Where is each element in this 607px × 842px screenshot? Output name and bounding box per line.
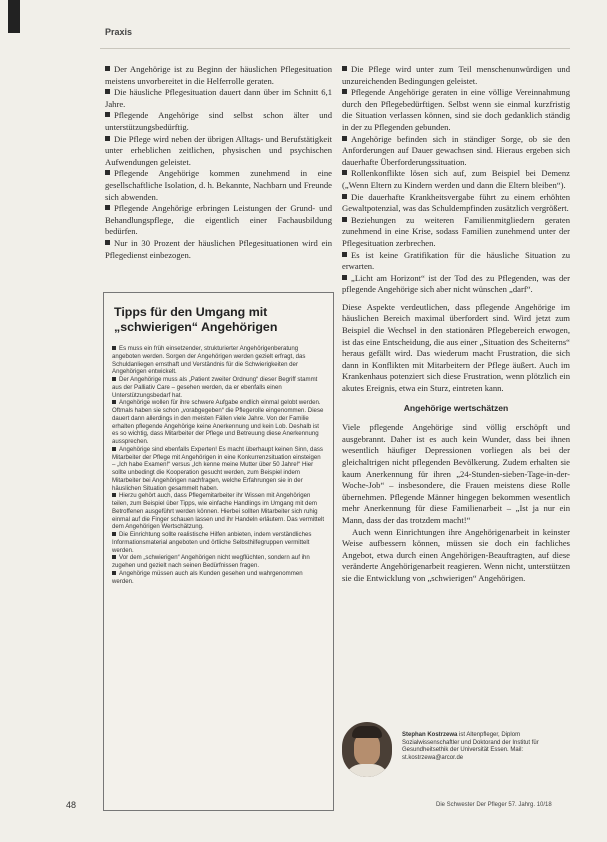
- left-bullet-item: [105, 168, 332, 203]
- bullet-square-icon: [342, 217, 347, 222]
- bullet-text: Pflegende Angehörige sind selbst schon älter und unterstützungsbedürftig.: [105, 110, 332, 132]
- right-bullet-item: [342, 134, 570, 169]
- tip-item: [112, 492, 325, 531]
- bullet-square-icon: [105, 66, 110, 71]
- bullet-square-icon: [112, 400, 116, 404]
- page-number: 48: [66, 800, 77, 810]
- bullet-text: Angehörige müssen auch als Kunden gesehen und wahrgenommen werden.: [112, 569, 303, 585]
- body-paragraph: Viele pflegende Angehörige sind völlig erschöpft und ausgebrannt. Daher ist es auch kein Wunder, dass bei ihnen wesentlich häufiger Depressionen vorliegen als bei der gleichaltrigen nicht pflegenden Bevölkerung. Zudem erhalten sie kaum Anerkennung für ihren „24-Stunden-sieben-Tage-in-der-Woche-Job“ – insbesondere, die Frauen meistens diese Rolle übernehmen. Pflegende Männer hingegen bekommen wesentlich mehr Anerkennung für diese Familienarbeit – „Ist ja nur ein Mann, dass der das trotzdem macht!“: [342, 422, 570, 525]
- bullet-square-icon: [105, 240, 110, 245]
- journal-footer: Die Schwester Der Pfleger 57. Jahrg. 10/18: [436, 802, 552, 808]
- author-photo: [342, 722, 392, 777]
- bullet-square-icon: [105, 112, 110, 117]
- tip-item: [112, 446, 325, 493]
- author-email[interactable]: Mail: st.kostrzewa@arcor.de: [402, 747, 524, 761]
- tip-item: [112, 531, 325, 554]
- left-bullet-item: [105, 238, 332, 261]
- right-bullet-item: [342, 64, 570, 87]
- bullet-square-icon: [342, 194, 347, 199]
- left-bullet-item: [105, 134, 332, 169]
- bullet-text: „Licht am Horizont“ ist der Tod des zu Pflegenden, was der pflegende Angehörige sich aber nicht wünschen „darf“.: [342, 272, 570, 295]
- author-box: [342, 722, 572, 780]
- tip-item: [112, 399, 325, 446]
- right-bullet-item: [342, 192, 570, 215]
- left-bullet-item: [105, 110, 332, 133]
- section-tab-marker: [8, 0, 20, 33]
- right-bullet-item: [342, 168, 570, 191]
- bullet-text: Hierzu gehört auch, dass Pflegemitarbeiter ihr Wissen mit Angehörigen teilen, zum Beispiel über Tipps, wie einfache Handlings im Umgang mit dem Betroffenen ausgeführt werden können. Hierbei sollten Mitarbeiter sich ruhig einmal auf die Finger schauen lassen und ihr Handeln erläutern. Das vermittelt dem Angehörigen Wertschätzung.: [112, 492, 325, 531]
- bullet-text: Die dauerhafte Krankheitsvergabe führt zu einem erhöhten Gewaltpotenzial, was das Schuldempfinden zusätzlich vergrößert.: [342, 191, 570, 214]
- bullet-square-icon: [105, 89, 110, 94]
- right-bullet-item: [342, 250, 570, 273]
- bullet-text: Die Einrichtung sollte realistische Hilfen anbieten, indem verständliches Informationsmaterial angeboten und örtliche Selbsthilfegruppen vermittelt werden.: [112, 531, 312, 554]
- bullet-square-icon: [112, 555, 116, 559]
- bullet-square-icon: [105, 170, 110, 175]
- left-column: [105, 64, 332, 261]
- left-bullet-item: [105, 87, 332, 110]
- bullet-square-icon: [112, 447, 116, 451]
- bullet-square-icon: [112, 377, 116, 381]
- tip-item: [112, 570, 325, 586]
- bullet-square-icon: [342, 66, 347, 71]
- right-column: [342, 64, 570, 585]
- bullet-text: Der Angehörige ist zu Beginn der häuslichen Pflegesituation meistens unvorbereitet in die Helferrolle geraten.: [105, 64, 332, 86]
- author-bio: [402, 732, 572, 762]
- bullet-text: Der Angehörige muss als „Patient zweiter Ordnung“ dieser Begriff stammt aus der Palliativ Care – gesehen werden, da er ebenfalls einen Unterstützungsbedarf hat.: [112, 376, 318, 399]
- tip-item: [112, 345, 325, 376]
- bullet-text: Angehörige sind ebenfalls Experten! Es macht überhaupt keinen Sinn, dass Mitarbeiter der Pflege mit Angehörigen in eine Konkurrenzsituation einsteigen – „Ich habe Examen!“ versus „Ich kenne meine Mutter über 50 Jahre!“ Hier sollte unbedingt die Kooperation gesucht werden, zum Beispiel indem Mitarbeiter bei Angehörigen nachfragen, welche Erfahrungen sie in der häuslichen Situation gesammelt haben.: [112, 445, 323, 492]
- bullet-text: Nur in 30 Prozent der häuslichen Pflegesituationen wird ein Pflegedienst einbezogen.: [105, 237, 332, 260]
- body-paragraph: Diese Aspekte verdeutlichen, dass pflegende Angehörige im häuslichen Bereich maximal überfordert sind. Wird jetzt zum Beispiel die Wechsel in den stationären Pflegebereich erwogen, ist das eine Entscheidung, die aus einer „Situation des Scheiterns“ heraus gefällt wird. Das wiederum macht Frustration, die sich dann in Konflikten mit Mitarbeitern der Pflege äußert. Auch im Krankenhaus potenziert sich diese Frustration, wenn plötzlich ein akutes Ereignis, etwa ein Sturz, eintreten kann.: [342, 301, 570, 394]
- right-bullet-item: [342, 215, 570, 250]
- bullet-square-icon: [342, 170, 347, 175]
- bullet-text: Vor dem „schwierigen“ Angehörigen nicht wegflüchten, sondern auf ihn zugehen und gezielt nach seinen Bedürfnissen fragen.: [112, 554, 310, 569]
- tips-box: [103, 292, 334, 811]
- author-name: Stephan Kostrzewa: [402, 732, 458, 738]
- right-bullet-item: [342, 273, 570, 296]
- tip-item: [112, 376, 325, 399]
- bullet-text: Pflegende Angehörige geraten in eine völlige Vereinnahmung durch den Pflegebedürftigen. Selbst wenn sie einmal kurzfristig die Situation verlassen können, sind sie doch gedanklich ständig in der zu Pflegenden gebunden.: [342, 87, 570, 132]
- tip-item: [112, 554, 325, 570]
- bullet-square-icon: [342, 89, 347, 94]
- bullet-square-icon: [112, 571, 116, 575]
- bullet-text: Angehörige wollen für ihre schwere Aufgabe endlich einmal gelobt werden. Oftmals haben sie schon „vorabgegeben“ die Pflegerolle eingenommen. Diese dauert dann allerdings in den meisten Fällen viele Jahre. Von der Familie erhalten pflegende Angehörige keine Anerkennung und kein Lob. Deshalb ist es so wichtig, dass Mitarbeiter der Pflege und Betreuung diese Anerkennung aussprechen.: [112, 399, 324, 445]
- section-label: Praxis: [105, 27, 133, 37]
- bullet-text: Es ist keine Gratifikation für die häusliche Situation zu erwarten.: [342, 249, 570, 272]
- left-bullet-item: [105, 64, 332, 87]
- bullet-text: Die Pflege wird unter zum Teil menschenunwürdigen und unzureichenden Bedingungen geleistet.: [342, 64, 570, 86]
- bullet-square-icon: [342, 275, 347, 280]
- bullet-text: Angehörige befinden sich in ständiger Sorge, ob sie den Anforderungen auf Dauer gewachsen sind. Hieraus ergeben sich dauerhafte Überforderungssituation.: [342, 133, 570, 167]
- bullet-square-icon: [342, 136, 347, 141]
- left-bullet-item: [105, 203, 332, 238]
- tips-box-title: Tipps für den Umgang mit „schwierigen“ Angehörigen: [114, 305, 278, 334]
- bullet-text: Pflegende Angehörige kommen zunehmend in eine gesellschaftliche Isolation, d. h. Bekannte, Nachbarn und Freunde sich abwenden.: [105, 168, 332, 202]
- right-bullet-list: [342, 64, 570, 296]
- bullet-square-icon: [112, 532, 116, 536]
- bullet-square-icon: [342, 252, 347, 257]
- bullet-text: Pflegende Angehörige erbringen Leistungen der Grund- und Behandlungspflege, die eigentlich einer Fachausbildung bedürfen.: [105, 203, 332, 237]
- tips-list: [112, 345, 325, 585]
- bullet-square-icon: [112, 346, 116, 350]
- bullet-text: Die häusliche Pflegesituation dauert dann über im Schnitt 6,1 Jahre.: [105, 87, 332, 109]
- subheading: Angehörige wertschätzen: [403, 402, 509, 413]
- body-paragraph: Auch wenn Einrichtungen ihre Angehörigenarbeit in keinster Weise aufbessern können, müssen sie doch ein fachliches Angebot, etwa durch einen Angehörigen-Beauftragten, auf diese veränderte Angehörigenarbeit reagieren. Wenn nicht, unterstützen sie die Entwicklung von „schwierigen“ Angehörigen.: [342, 526, 570, 583]
- bullet-text: Rollenkonflikte lösen sich auf, zum Beispiel bei Demenz („Wenn Eltern zu Kindern werden und dann die Eltern bleiben“).: [342, 168, 570, 190]
- header-rule: [100, 48, 570, 49]
- bullet-square-icon: [105, 136, 110, 141]
- right-bullet-item: [342, 87, 570, 133]
- bullet-text: Beziehungen zu weiteren Familienmitgliedern geraten zunehmend in eine Krise, sodass Familien zunehmend unter der Pflegesituation zerbrechen.: [342, 214, 570, 248]
- bullet-square-icon: [105, 205, 110, 210]
- bullet-text: Es muss ein früh einsetzender, strukturierter Angehörigenberatung angeboten werden. Sorgen der Angehörigen werden gezielt erfragt, das Schuldanliegen ernsthaft und Verständnis für die Schwierigkeiten der Angehörigen entwickelt.: [112, 345, 306, 376]
- author-description: ist Altenpfleger, Diplom Sozialwissenschaftler und Doktorand der Institut für Gesundheitsethik der Universität Essen.: [402, 732, 539, 753]
- bullet-square-icon: [112, 493, 116, 497]
- bullet-text: Die Pflege wird neben der übrigen Alltags- und Berufstätigkeit unter erheblichen zeitlichen, physischen und psychischen Aufwendungen geleistet.: [105, 133, 332, 167]
